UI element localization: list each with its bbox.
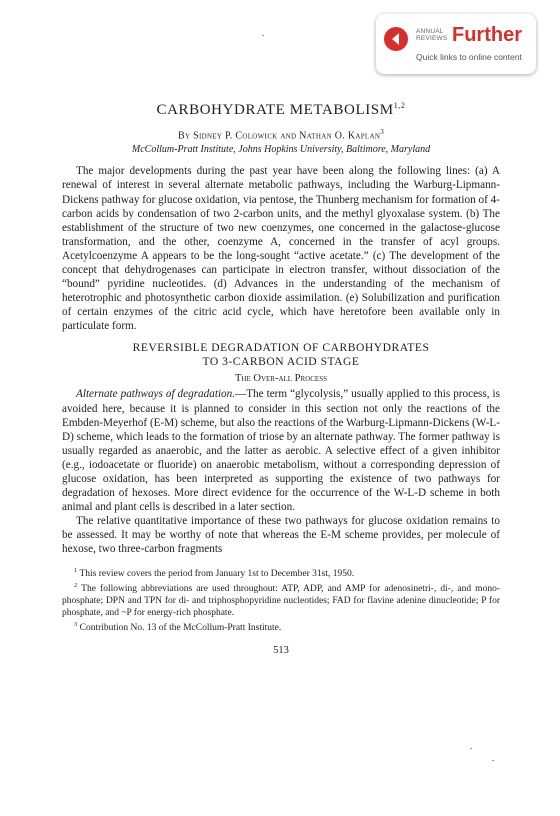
- alternate-pathways-paragraph: Alternate pathways of degradation.—The term “glycolysis,” usually applied to this process, is avoided here, because it is planned to consider in this section not only the reactions of the Embden-Meyerhof (E-M) scheme, but also the reactions of the Warburg-Lipmann-Dickens (W-L-D) scheme, which leads to the formation of triose by an alternate pathway. The former pathway is usually regarded as anaerobic, and the latter as aerobic. A selective effect of a given inhibitor (e.g., iodoacetate or fluoride) on anaerobic metabolism, without a corresponding depression of glucose oxidation, has been interpreted as supporting the existence of two pathways for degradation of hexoses. More direct evidence for the occurrence of the W-L-D scheme in both animal and plant cells is described in a later section.: [62, 388, 500, 514]
- footnote-2: $^2$ The following abbreviations are used throughout: ATP, ADP, and AMP for adenosinetri-, di-, and mono-phosphate; DPN and TPN for di- and triphosphopyridine nucleotides; FAD for flavine adenine dinucleotide; P for phosphate, and ~P for energy-rich phosphate.: [62, 581, 500, 618]
- scan-speck: [262, 35, 264, 36]
- article-page: [62, 96, 500, 656]
- paragraph-lead: Alternate pathways of degradation.: [76, 388, 236, 401]
- page-number: 513: [273, 645, 289, 657]
- article-title: CARBOHYDRATE METABOLISM$^{1,2}$: [156, 101, 406, 118]
- quick-links-label: Quick links to online content: [416, 52, 522, 62]
- section-heading: REVERSIBLE DEGRADATION OF CARBOHYDRATES TO 3-CARBON ACID STAGE: [132, 341, 430, 369]
- footnote-1: $^1$ This review covers the period from January 1st to December 31st, 1950.: [74, 566, 355, 579]
- annual-reviews-logo-icon: [384, 27, 408, 51]
- affiliation: McCollum-Pratt Institute, Johns Hopkins University, Baltimore, Maryland: [131, 144, 431, 156]
- further-badge[interactable]: [376, 14, 536, 74]
- intro-paragraph: The major developments during the past year have been along the following lines: (a) A renewal of interest in several alternate metabolic pathways, including the Warburg-Lipmann-Dickens pathway for glucose oxidation, via pentose, the Thunberg mechanism for formation of 4-carbon acids by condensation of two 2-carbon units, and the methyl glyoxalase system. (b) The establishment of the structure of two new coenzymes, one concerned in the galactose-glucose transformation, and the other, coenzyme A, concerned in the transfer of acyl groups. Acetylcoenzyme A appears to be the long-sought “active acetate.” (c) The development of the concept that dehydrogenases can participate in electron transfer, without dissociation of the “bound” pyridine nucleotides. (d) Advances in the understanding of the mechanism of heterotrophic and photosynthetic carbon dioxide assimilation. (e) Solubilization and purification of certain enzymes of the citric acid cycle, which have heretofore been available only in particulate form.: [62, 165, 500, 333]
- annual-reviews-label: ANNUAL REVIEWS: [416, 28, 448, 42]
- title-footnote-marks: 1,2: [393, 101, 406, 110]
- footnote-3: $^3$ Contribution No. 13 of the McCollum-Pratt Institute.: [74, 620, 282, 634]
- subsection-heading: The Over-all Process: [235, 373, 327, 385]
- author-footnote-mark: 3: [380, 128, 385, 136]
- footnotes: [62, 565, 500, 634]
- scan-speck: [470, 748, 472, 749]
- quantitative-importance-paragraph: The relative quantitative importance of these two pathways for glucose oxidation remains to be assessed. It may be worthy of note that whereas the E-M scheme provides, per molecule of hexose, two three-carbon fragments: [62, 515, 500, 556]
- further-label: Further: [452, 24, 522, 46]
- scan-speck: [492, 760, 494, 761]
- author-line: By Sidney P. Colowick and Nathan O. Kaplan$^3$: [177, 128, 385, 142]
